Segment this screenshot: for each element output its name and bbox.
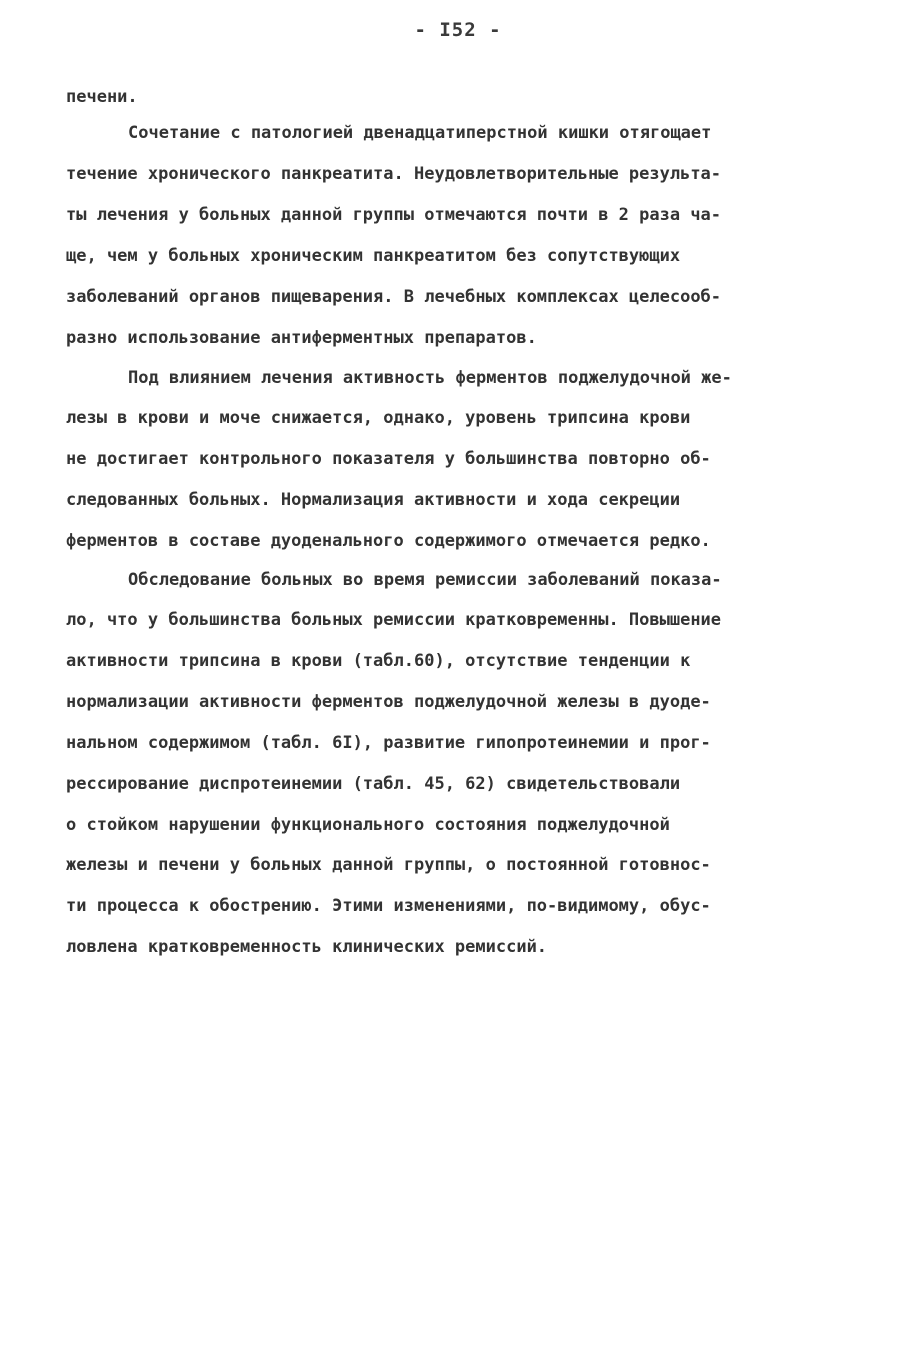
text-line: ты лечения у больных данной группы отмечаются почти в 2 раза ча- — [66, 205, 722, 225]
text-line: ло, что у большинства больных ремиссии кратковременны. Повышение — [66, 610, 722, 630]
text-line: Сочетание с патологией двенадцатиперстной кишки отягощает — [128, 123, 712, 143]
text-line: о стойком нарушении функционального состояния поджелудочной — [66, 815, 670, 835]
text-line: Под влиянием лечения активность ферментов поджелудочной же- — [128, 368, 732, 388]
text-line: ти процесса к обострению. Этими изменениями, по-видимому, обус- — [66, 896, 711, 916]
text-line: Обследование больных во время ремиссии заболеваний показа- — [128, 570, 722, 590]
text-line: течение хронического панкреатита. Неудовлетворительные результа- — [66, 164, 722, 184]
text-line: активности трипсина в крови (табл.60), отсутствие тенденции к — [66, 651, 691, 671]
text-line: не достигает контрольного показателя у большинства повторно об- — [66, 449, 711, 469]
text-line: заболеваний органов пищеварения. В лечебных комплексах целесооб- — [66, 287, 722, 307]
text-line: железы и печени у больных данной группы, о постоянной готовнос- — [66, 855, 711, 875]
text-line: ферментов в составе дуоденального содержимого отмечается редко. — [66, 531, 711, 551]
text-line: следованных больных. Нормализация активности и хода секреции — [66, 490, 681, 510]
text-line: ще, чем у больных хроническим панкреатитом без сопутствующих — [66, 246, 681, 266]
text-line: ловлена кратковременность клинических ремиссий. — [66, 937, 548, 957]
text-line: разно использование антиферментных препаратов. — [66, 328, 537, 348]
text-line: нормализации активности ферментов поджелудочной железы в дуоде- — [66, 692, 711, 712]
text-line: рессирование диспротеинемии (табл. 45, 62) свидетельствовали — [66, 774, 681, 794]
text-line: нальном содержимом (табл. 6I), развитие гипопротеинемии и прог- — [66, 733, 711, 753]
page-number: - I52 - — [414, 19, 502, 41]
text-line: печени. — [66, 87, 138, 107]
text-line: лезы в крови и моче снижается, однако, уровень трипсина крови — [66, 408, 691, 428]
